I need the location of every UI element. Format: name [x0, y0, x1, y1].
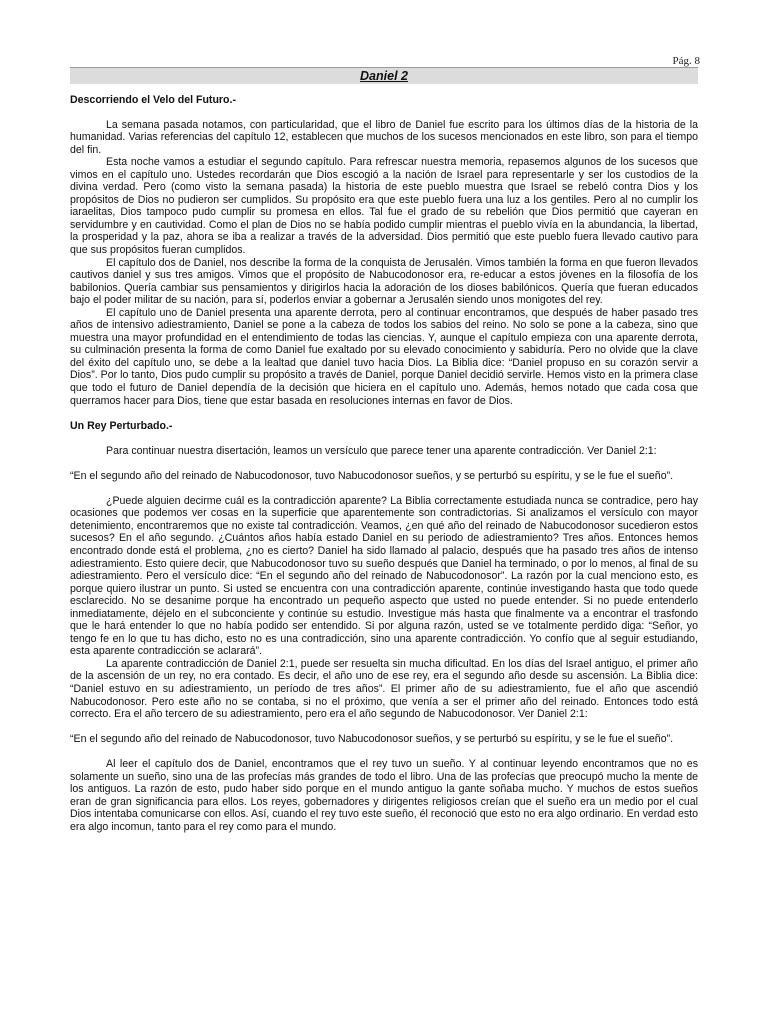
paragraph: Para continuar nuestra disertación, leamos un versículo que parece tener una aparente contradicción. Ver Daniel 2:1:: [106, 444, 657, 457]
chapter-title-bar: [70, 67, 698, 84]
paragraph: Al leer el capítulo dos de Daniel, encontramos que el rey tuvo un sueño. Y al continuar leyendo encontramos que no es solamente un sueño, sino una de las profecías más grandes de todo el libro. Una de las profecías que preocupó mucho la mente de los antiguos. La razón de esto, pudo haber sido porque en el mundo antiguo la gante soñaba mucho. Y muchos de estos sueños eran de gran significancia para ellos. Los reyes, gobernadores y dirigentes religiosos creían que el sueño era un medio por el cual Dios intentaba comunicarse con ellos. Así, cuando el rey tuvo este sueño, él reconoció que esto no era algo ordinario. En verdad esto era algo incomun, tanto para el rey como para el mundo.: [70, 758, 698, 833]
chapter-title: Daniel 2: [360, 69, 408, 83]
paragraph: El capítulo dos de Daniel, nos describe la forma de la conquista de Jerusalén. Vimos también la forma en que fueron llevados cautivos daniel y sus tres amigos. Vimos que el propósito de Nabucodonosor era, re-educar a estos jóvenes en la filosofía de los babilonios. Quería cambiar sus pensamientos y dirigirlos hacia la adoración de los dioses babilónicos. Quería que fueran educados bajo el poder militar de su nación, para sí, poderlos enviar a gobernar a Jerusalén siendo unos monigotes del rey.: [70, 256, 698, 307]
paragraph: El capítulo uno de Daniel presenta una aparente derrota, pero al continuar encontramos, que después de haber pasado tres años de intensivo adiestramiento, Daniel se pone a la cabeza de todos los sabios del reino. No solo se pone a la cabeza, sino que muestra una mayor profundidad en el entendimiento de todas las ciencias. Y, aunque el capítulo empieza con una aparente derrota, su culminación presenta la forma de como Daniel fue exaltado por su elevado conocimiento y sabiduría. Pero no olvide que la clave del éxito del capítulo uno, se debe a la lealtad que daniel tuvo hacia Dios. La Biblia dice: “Daniel propuso en su corazón servir a Dios”. Por lo tanto, Dios pudo cumplir su propósito a través de Daniel, porque Daniel decidió servirle. Hemos visto en la primera clase que todo el futuro de Daniel dependía de la decisión que hiciera en el capítulo uno. Además, hemos notado que cada cosa que querramos hacer para Dios, tiene que estar basada en resoluciones internas en favor de Dios.: [70, 306, 698, 407]
paragraph: La semana pasada notamos, con particularidad, que el libro de Daniel fue escrito para los últimos días de la historia de la humanidad. Varias referencias del capítulo 12, establecen que muchos de los sucesos mencionados en este libro, son para el tiempo del fin.: [70, 118, 698, 156]
section-heading-rey: Un Rey Perturbado.-: [70, 420, 173, 433]
paragraph: Esta noche vamos a estudiar el segundo capítulo. Para refrescar nuestra memoria, repasemos algunos de los sucesos que vimos en el capítulo uno. Ustedes recordarán que Dios escogió a la nación de Israel para representarle y ser los custodios de la divina verdad. Pero (como visto la semana pasada) la historia de este pueblo muestra que Israel se rebeló contra Dios y los propósitos de Dios no pudieron ser cumplidos. Su propósito era que este pueblo fuera una luz a los gentiles. Pero al no cumplir los iaraelitas, Dios tampoco pudo cumplir su promesa en ellos. Tal fue el grado de su rebelión que Dios permitió que cayeran en servidumbre y en cautividad. Como el plan de Dios no se había podido cumplir mientras el pueblo vivía en la abundancia, la libertad, la prosperidad y la paz, ahora se iba a realizar a través de la adversidad. Dios permitió que este pueblo fuera llevado cautivo para que sus propósitos fueran cumplidos.: [70, 156, 698, 257]
paragraph: La aparente contradicción de Daniel 2:1, puede ser resuelta sin mucha dificultad. En los días del Israel antiguo, el primer año de la ascensión de un rey, no era contado. Es decir, el año uno de ese rey, era el segundo año desde su ascensión. La Biblia dice: “Daniel estuvo en su adiestramiento, un período de tres años”. El primer año de su adiestramiento, fue el año que ascendió Nabucodonosor. Pero este año no se contaba, si no el próximo, que venía a ser el primer año del reinado. Entonces todo está correcto. Era el año tercero de su adiestramiento, pero era el año segundo de Nabucodonosor. Ver Daniel 2:1:: [70, 657, 698, 721]
paragraph: ¿Puede alguien decirme cuál es la contradicción aparente? La Biblia correctamente estudiada nunca se contradice, pero hay ocasiones que podemos ver cosas en la superficie que aparentemente son contradictorias. Si analizamos el versículo con mayor detenimiento, encontraremos que no existe tal contradicción. Veamos, ¿en qué año del reinado de Nabucodonosor sucedieron estos sucesos? En el año segundo. ¿Cuántos años había estado Daniel en su periodo de adiestramiento? Tres años. Entonces hemos encontrado donde está el problema, ¿no es cierto? Daniel ha sido llamado al palacio, después que ha pasado tres años de intenso adiestramiento. Esto quiere decir, que Nabucodonosor tuvo su sueño después que Daniel ha terminado, o por lo menos, al final de su adiestramiento. Pero el versículo dice: “En el segundo año del reinado de Nabucodonosor”. La razón por la cual menciono esto, es porque quiero ilustrar un punto. Si usted se encuentra con una contradicción aparente, continúe investigando hasta que todo quede esclarecido. No se desanime porque ha encontrado un pequeño aspecto que usted no puede entender. Si no puede entenderlo inmediatamente, déjelo en el subconciente y continúe su estudio. Investigue más hasta que finalmente va a encontrar el trasfondo que le hará entender lo que no había podido ser entendido. Si por alguna razón, usted se ve totalmente perdido diga: “Señor, yo tengo fe en lo que tu has dicho, esto no es una contradicción, sino una aparente contradicción. Yo confío que al seguir estudiando, esta aparente contradicción se aclarará”.: [70, 494, 698, 658]
page-number: Pág. 8: [672, 55, 700, 67]
bible-quote: “En el segundo año del reinado de Nabucodonosor, tuvo Nabucodonosor sueños, y se perturbó su espíritu, y se le fue el sueño”.: [70, 469, 674, 482]
section-heading-velo: Descorriendo el Velo del Futuro.-: [70, 94, 236, 106]
bible-quote: “En el segundo año del reinado de Nabucodonosor, tuvo Nabucodonosor sueños, y se perturbó su espíritu, y se le fue el sueño”.: [70, 733, 674, 746]
document-body: [70, 94, 698, 833]
